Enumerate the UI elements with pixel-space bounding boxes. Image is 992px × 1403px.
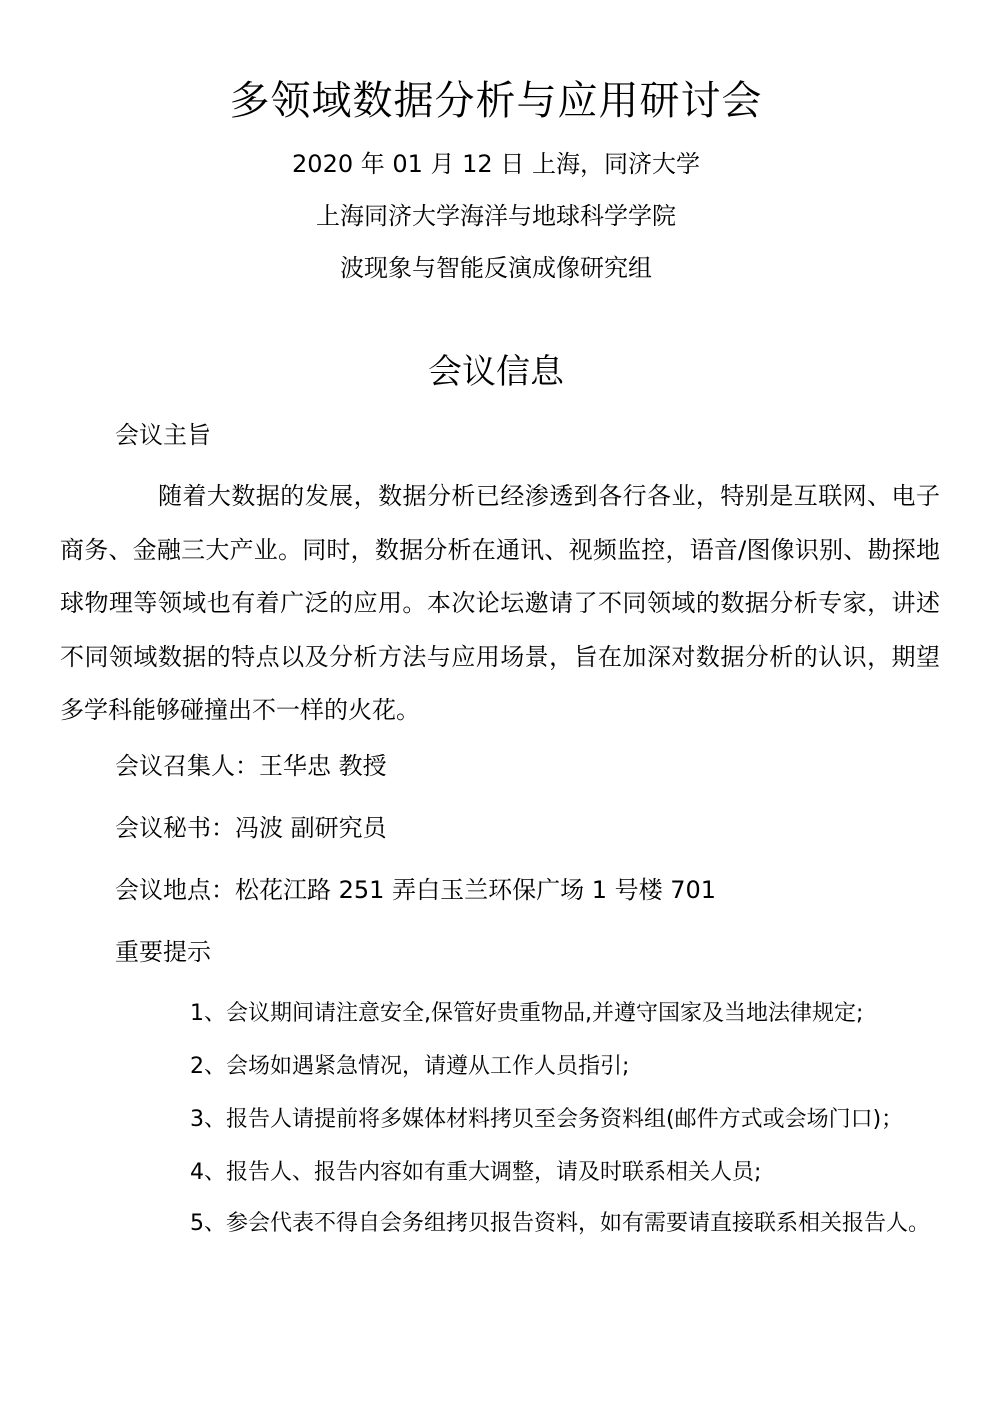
date-location: 2020 年 01 月 12 日 上海，同济大学	[292, 150, 700, 178]
notices-heading: 重要提示	[115, 938, 211, 966]
venue-line: 会议地点：松花江路 251 弄白玉兰环保广场 1 号楼 701	[115, 876, 717, 904]
page-title: 多领域数据分析与应用研讨会	[229, 78, 763, 124]
notice-item-3: 3、报告人请提前将多媒体材料拷贝至会务资料组(邮件方式或会场门口)；	[190, 1107, 904, 1132]
host-group: 波现象与智能反演成像研究组	[340, 254, 652, 282]
notice-item-1: 1、会议期间请注意安全,保管好贵重物品,并遵守国家及当地法律规定;	[190, 1001, 864, 1026]
secretary-line: 会议秘书：冯波 副研究员	[115, 814, 387, 842]
convener-line: 会议召集人：王华忠 教授	[115, 752, 387, 780]
notice-item-2: 2、会场如遇紧急情况，请遵从工作人员指引;	[190, 1054, 630, 1079]
notice-item-4: 4、报告人、报告内容如有重大调整，请及时联系相关人员;	[190, 1160, 762, 1185]
purpose-heading: 会议主旨	[115, 421, 211, 449]
notice-item-5: 5、参会代表不得自会务组拷贝报告资料，如有需要请直接联系相关报告人。	[190, 1211, 930, 1236]
purpose-paragraph: 随着大数据的发展，数据分析已经渗透到各行各业，特别是互联网、电子商务、金融三大产业。同时，数据分析在通讯、视频监控，语音/图像识别、勘探地球物理等领域也有着广泛的应用。本次论坛邀请了不同领域的数据分析专家，讲述不同领域数据的特点以及分析方法与应用场景，旨在加深对数据分析的认识，期望多学科能够碰撞出不一样的火花。	[60, 482, 940, 724]
host-school: 上海同济大学海洋与地球科学学院	[316, 202, 676, 230]
section-title: 会议信息	[428, 352, 564, 392]
